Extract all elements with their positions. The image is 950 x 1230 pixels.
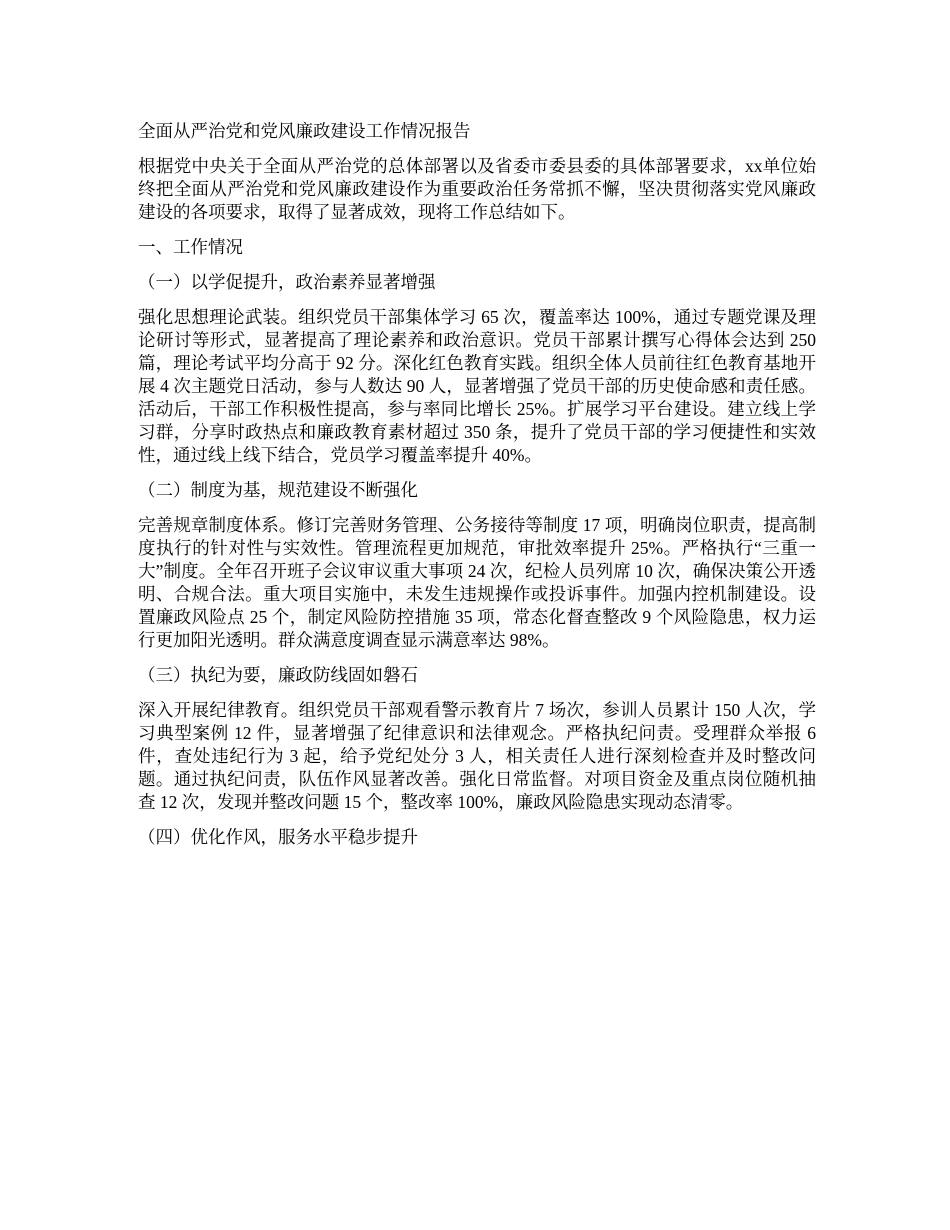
paragraph-institution-building: 完善规章制度体系。修订完善财务管理、公务接待等制度 17 项，明确岗位职责，提高制度执行的针对性与实效性。管理流程更加规范，审批效率提升 25%。严格执行“三重一大”制度。全年召开班子会议审议重大事项 24 次，纪检人员列席 10 次，确保决策公开透明、合规合法。重大项目实施中，未发生违规操作或投诉事件。加强内控机制建设。设置廉政风险点 25 个，制定风险防控措施 35 项，常态化督查整改 9 个风险隐患，权力运行更加阳光透明。群众满意度调查显示满意率达 98%。 [138, 515, 816, 650]
paragraph-theory-education: 强化思想理论武装。组织党员干部集体学习 65 次，覆盖率达 100%，通过专题党课及理论研讨等形式，显著提高了理论素养和政治意识。党员干部累计撰写心得体会达到 250 篇，理论考试平均分高于 92 分。深化红色教育实践。组织全体人员前往红色教育基地开展 4 次主题党日活动，参与人数达 90 人，显著增强了党员干部的历史使命感和责任感。活动后，干部工作积极性提高，参与率同比增长 25%。扩展学习平台建设。建立线上学习群，分享时政热点和廉政教育素材超过 350 条，提升了党员干部的学习便捷性和实效性，通过线上线下结合，党员学习覆盖率提升 40%。 [138, 307, 821, 465]
intro-paragraph: 根据党中央关于全面从严治党的总体部署以及省委市委县委的具体部署要求，xx单位始终把全面从严治党和党风廉政建设作为重要政治任务常抓不懈，坚决贯彻落实党风廉政建设的各项要求，取得了显著成效，现将工作总结如下。 [138, 156, 816, 222]
subsection-heading-1: （一）以学促提升，政治素养显著增强 [138, 272, 436, 292]
paragraph-discipline-enforcement: 深入开展纪律教育。组织党员干部观看警示教育片 7 场次，参训人员累计 150 人次，学习典型案例 12 件，显著增强了纪律意识和法律观念。严格执纪问责。受理群众举报 6 件，查处违纪行为 3 起，给予党纪处分 3 人，相关责任人进行深刻检查并及时整改问题。通过执纪问责，队伍作风显著改善。强化日常监督。对项目资金及重点岗位随机抽查 12 次，发现并整改问题 15 个，整改率 100%，廉政风险隐患实现动态清零。 [138, 700, 821, 812]
subsection-heading-4: （四）优化作风，服务水平稳步提升 [138, 827, 418, 847]
section-heading-work-status: 一、工作情况 [138, 237, 243, 257]
subsection-heading-2: （二）制度为基，规范建设不断强化 [138, 480, 418, 500]
subsection-heading-3: （三）执纪为要，廉政防线固如磐石 [138, 665, 418, 685]
document-title: 全面从严治党和党风廉政建设工作情况报告 [138, 121, 471, 141]
document-content [138, 120, 821, 849]
